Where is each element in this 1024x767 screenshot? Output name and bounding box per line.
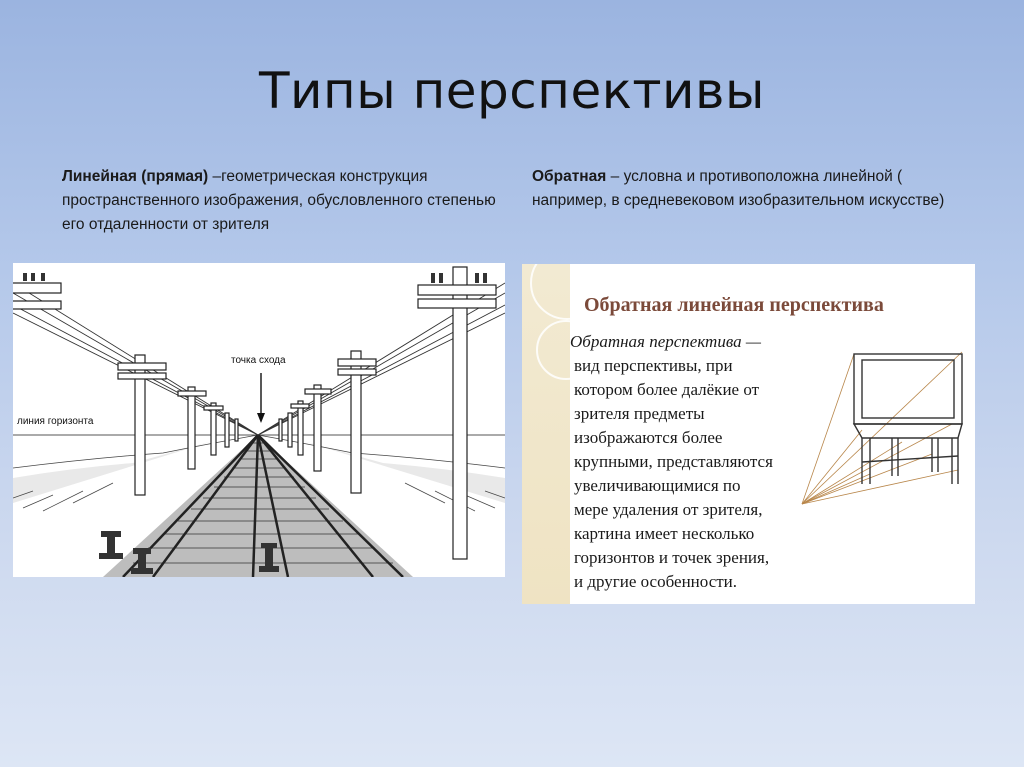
horizon-line-label: линия горизонта	[17, 416, 94, 427]
reverse-term: Обратная	[532, 168, 607, 185]
reverse-perspective-description	[532, 165, 972, 213]
railway-drawing	[13, 263, 505, 577]
reverse-panel-line: изображаются более	[574, 428, 723, 447]
reverse-panel-line: котором более далёкие от	[574, 380, 760, 399]
slide-title: Типы перспективы	[259, 62, 765, 120]
perspective-rays	[802, 352, 962, 504]
reverse-panel-line: крупными, представляются	[574, 452, 773, 471]
reverse-panel-text	[570, 330, 810, 594]
reverse-panel-line: Обратная перспектива —	[570, 332, 761, 351]
linear-term: Линейная (прямая)	[62, 168, 209, 185]
reverse-panel-line: горизонтов и точек зрения,	[574, 548, 770, 567]
linear-perspective-illustration	[13, 263, 505, 577]
reverse-panel-line: мере удаления от зрителя,	[574, 500, 763, 519]
linear-perspective-description	[62, 165, 502, 237]
chair-reverse-perspective-drawing	[792, 344, 972, 509]
reverse-panel-line: зрителя предметы	[574, 404, 705, 423]
reverse-panel-line: увеличивающимися по	[574, 476, 741, 495]
reverse-panel-title: Обратная линейная перспектива	[584, 294, 884, 316]
reverse-panel-line: вид перспективы, при	[574, 356, 733, 375]
linear-definition: –геометрическая конструкция пространственного изображения, обусловленного степенью его отдаленности от зрителя	[62, 168, 496, 233]
vanishing-point-label: точка схода	[231, 355, 286, 366]
reverse-panel-line: картина имеет несколько	[574, 524, 755, 543]
reverse-panel-line: и другие особенности.	[574, 572, 738, 591]
reverse-perspective-illustration	[522, 264, 975, 604]
reverse-definition: – условна и противоположна линейной ( например, в средневековом изобразительном искусстве)	[532, 168, 945, 209]
chair	[854, 354, 962, 484]
